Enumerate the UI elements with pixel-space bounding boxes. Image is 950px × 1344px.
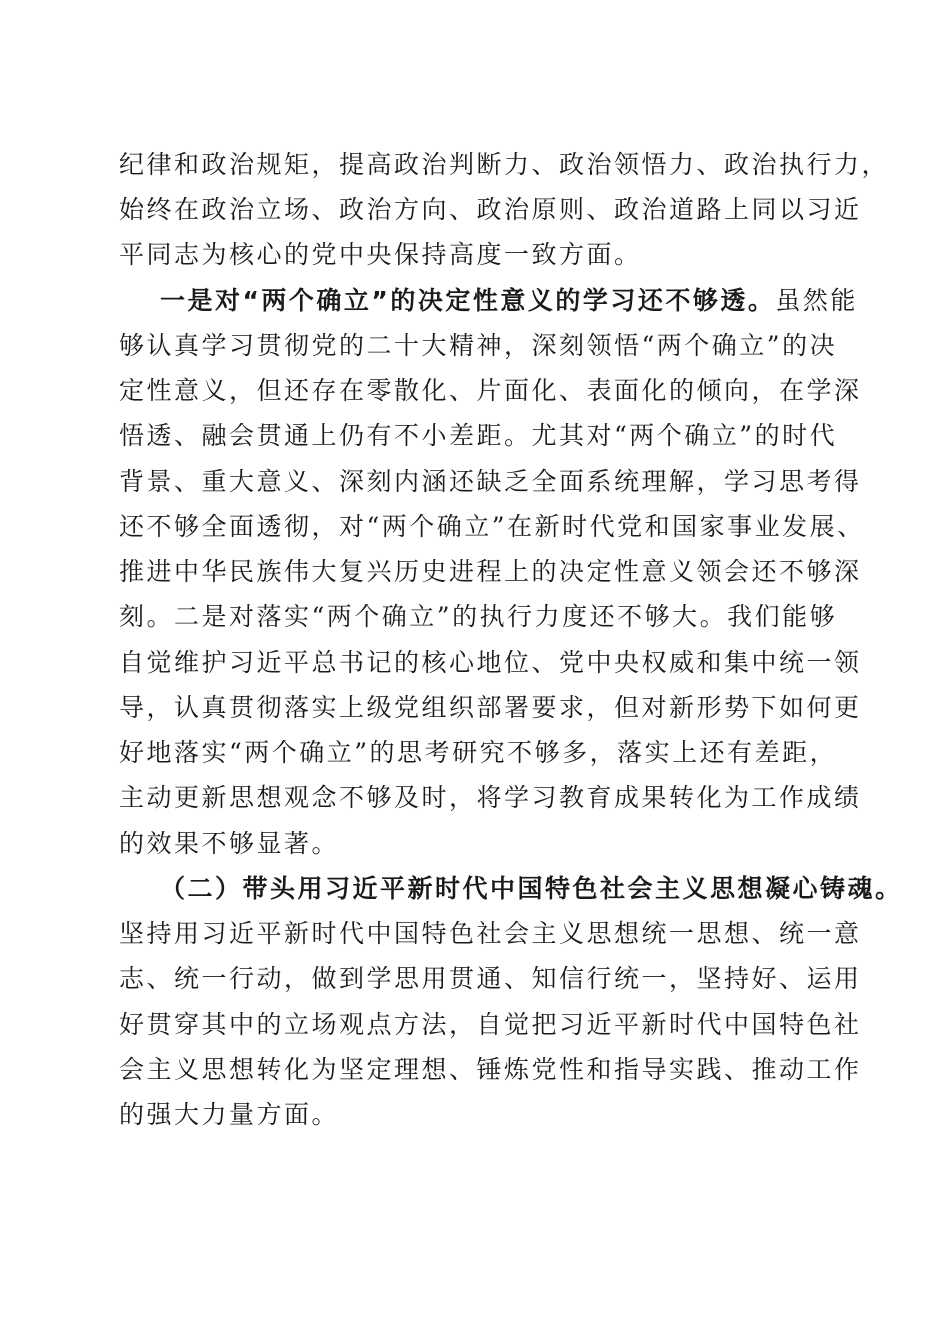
text-line: 悟透、融会贯通上仍有不小差距。尤其对“两个确立”的时代 — [119, 421, 838, 450]
text-line: 会主义思想转化为坚定理想、锤炼党性和指导实践、推动工作 — [119, 1055, 862, 1084]
text-line: 的效果不够显著。 — [119, 829, 340, 858]
text-line: 推进中华民族伟大复兴历史进程上的决定性意义领会还不够深 — [119, 557, 862, 586]
text-line: 主动更新思想观念不够及时，将学习教育成果转化为工作成绩 — [119, 783, 862, 812]
text-line: 好贯穿其中的立场观点方法，自觉把习近平新时代中国特色社 — [119, 1010, 862, 1039]
text-line: 始终在政治立场、政治方向、政治原则、政治道路上同以习近 — [119, 195, 862, 224]
paragraph-first-line — [160, 284, 880, 318]
text-line: 好地落实“两个确立”的思考研究不够多，落实上还有差距， — [119, 738, 838, 767]
text-line: 平同志为核心的党中央保持高度一致方面。 — [119, 240, 642, 269]
text-line: 志、统一行动，做到学思用贯通、知信行统一，坚持好、运用 — [119, 964, 862, 993]
section-heading — [160, 872, 903, 906]
text-line: 刻。二是对落实“两个确立”的执行力度还不够大。我们能够 — [119, 602, 838, 631]
text-line: 背景、重大意义、深刻内涵还缺乏全面系统理解，学习思考得 — [119, 467, 862, 496]
text-line: 定性意义，但还存在零散化、片面化、表面化的倾向，在学深 — [119, 376, 862, 405]
text-line: 够认真学习贯彻党的二十大精神，深刻领悟“两个确立”的决 — [119, 331, 838, 360]
text-line: 自觉维护习近平总书记的核心地位、党中央权威和集中统一领 — [119, 648, 862, 677]
text-line: 的强大力量方面。 — [119, 1100, 340, 1129]
text-line: 坚持用习近平新时代中国特色社会主义思想统一思想、统一意 — [119, 919, 862, 948]
text-line: 导，认真贯彻落实上级党组织部署要求，但对新形势下如何更 — [119, 693, 862, 722]
text-line: 纪律和政治规矩，提高政治判断力、政治领悟力、政治执行力， — [119, 150, 890, 179]
text-span: 虽然能 — [775, 286, 858, 315]
text-line: 还不够全面透彻，对“两个确立”在新时代党和国家事业发展、 — [119, 512, 865, 541]
section-heading-text: （二）带头用习近平新时代中国特色社会主义思想凝心铸魂。 — [160, 874, 903, 903]
bold-lead-text: 一是对“两个确立”的决定性意义的学习还不够透。 — [160, 286, 776, 315]
